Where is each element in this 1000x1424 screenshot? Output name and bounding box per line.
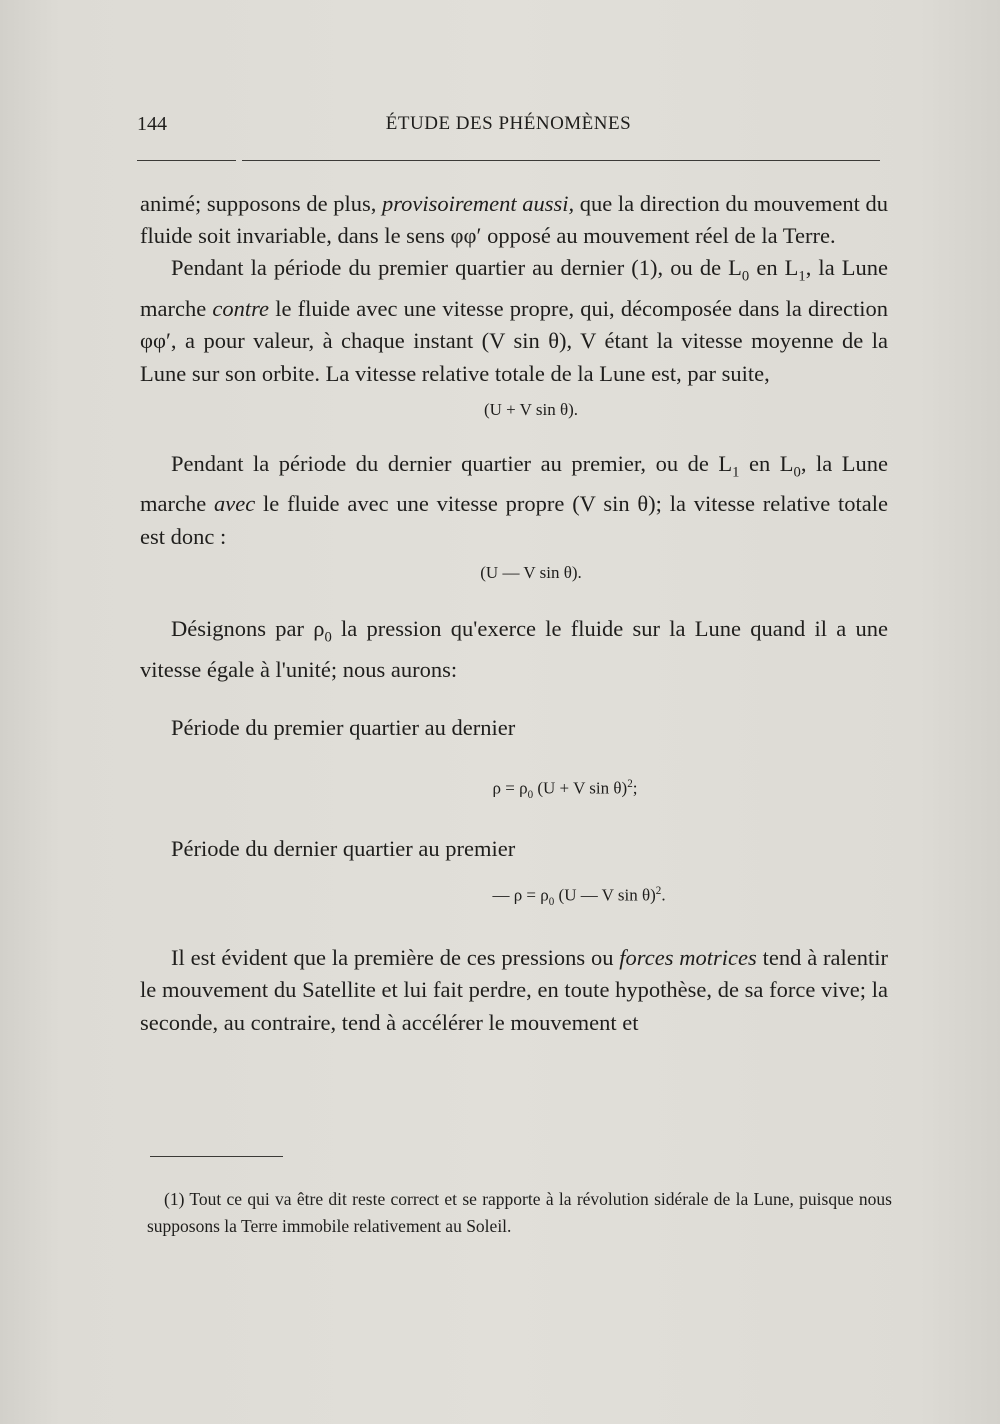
paragraph-2: Pendant la période du premier quartier au dernier (1), ou de $L_0$ en $L_1$, la Lune marche contre le fluide avec une vitesse propre, qui, décomposée dans la direction φφ′, a pour valeur, à chaque instant (V sin θ), V étant la vitesse moyenne de la Lune sur son orbite. La vitesse relative totale de la Lune est, par suite,	[140, 255, 888, 386]
footnote: (1) Tout ce qui va être dit reste correct et se rapporte à la révolution sidérale de la Lune, puisque nous supposons la Terre immobile relativement au Soleil.	[147, 1189, 892, 1236]
paragraph-6: Période du dernier quartier au premier	[171, 835, 516, 861]
running-title: ÉTUDE DES PHÉNOMÈNES	[385, 113, 632, 134]
running-header	[137, 113, 880, 143]
paragraph-7: Il est évident que la première de ces pressions ou forces motrices tend à ralentir le mouvement du Satellite et lui fait perdre, en toute hypothèse, de sa force vive; la seconde, au contraire, tend à accélérer le mouvement et	[140, 945, 888, 1035]
footnote-rule	[150, 1156, 283, 1157]
header-rule-left	[137, 160, 236, 161]
paragraph-3: Pendant la période du dernier quartier au premier, ou de $L_1$ en $L_0$, la Lune marche avec le fluide avec une vitesse propre (V sin θ); la vitesse relative totale est donc :	[140, 450, 889, 549]
header-rule-right	[242, 160, 880, 161]
paragraph-4: Désignons par $\rho_0$ la pression qu'exerce le fluide sur la Lune quand il a une vitesse égale à l'unité; nous aurons:	[140, 615, 888, 682]
equation-3: $\rho = \rho_0$ (U + V sin θ)$^2$;	[492, 777, 638, 801]
paragraph-5: Période du premier quartier au dernier	[171, 714, 516, 740]
equation-1: (U + V sin θ).	[483, 399, 579, 419]
paragraph-1: animé; supposons de plus, provisoirement aussi, que la direction du mouvement du fluide soit invariable, dans le sens φφ′ opposé au mouvement réel de la Terre.	[140, 191, 889, 249]
equation-2: (U — V sin θ).	[480, 562, 582, 582]
page-body	[140, 188, 888, 1039]
page-number: 144	[137, 113, 167, 135]
equation-4: — $\rho = \rho_0$ (U — V sin θ)$^2$.	[492, 885, 666, 909]
